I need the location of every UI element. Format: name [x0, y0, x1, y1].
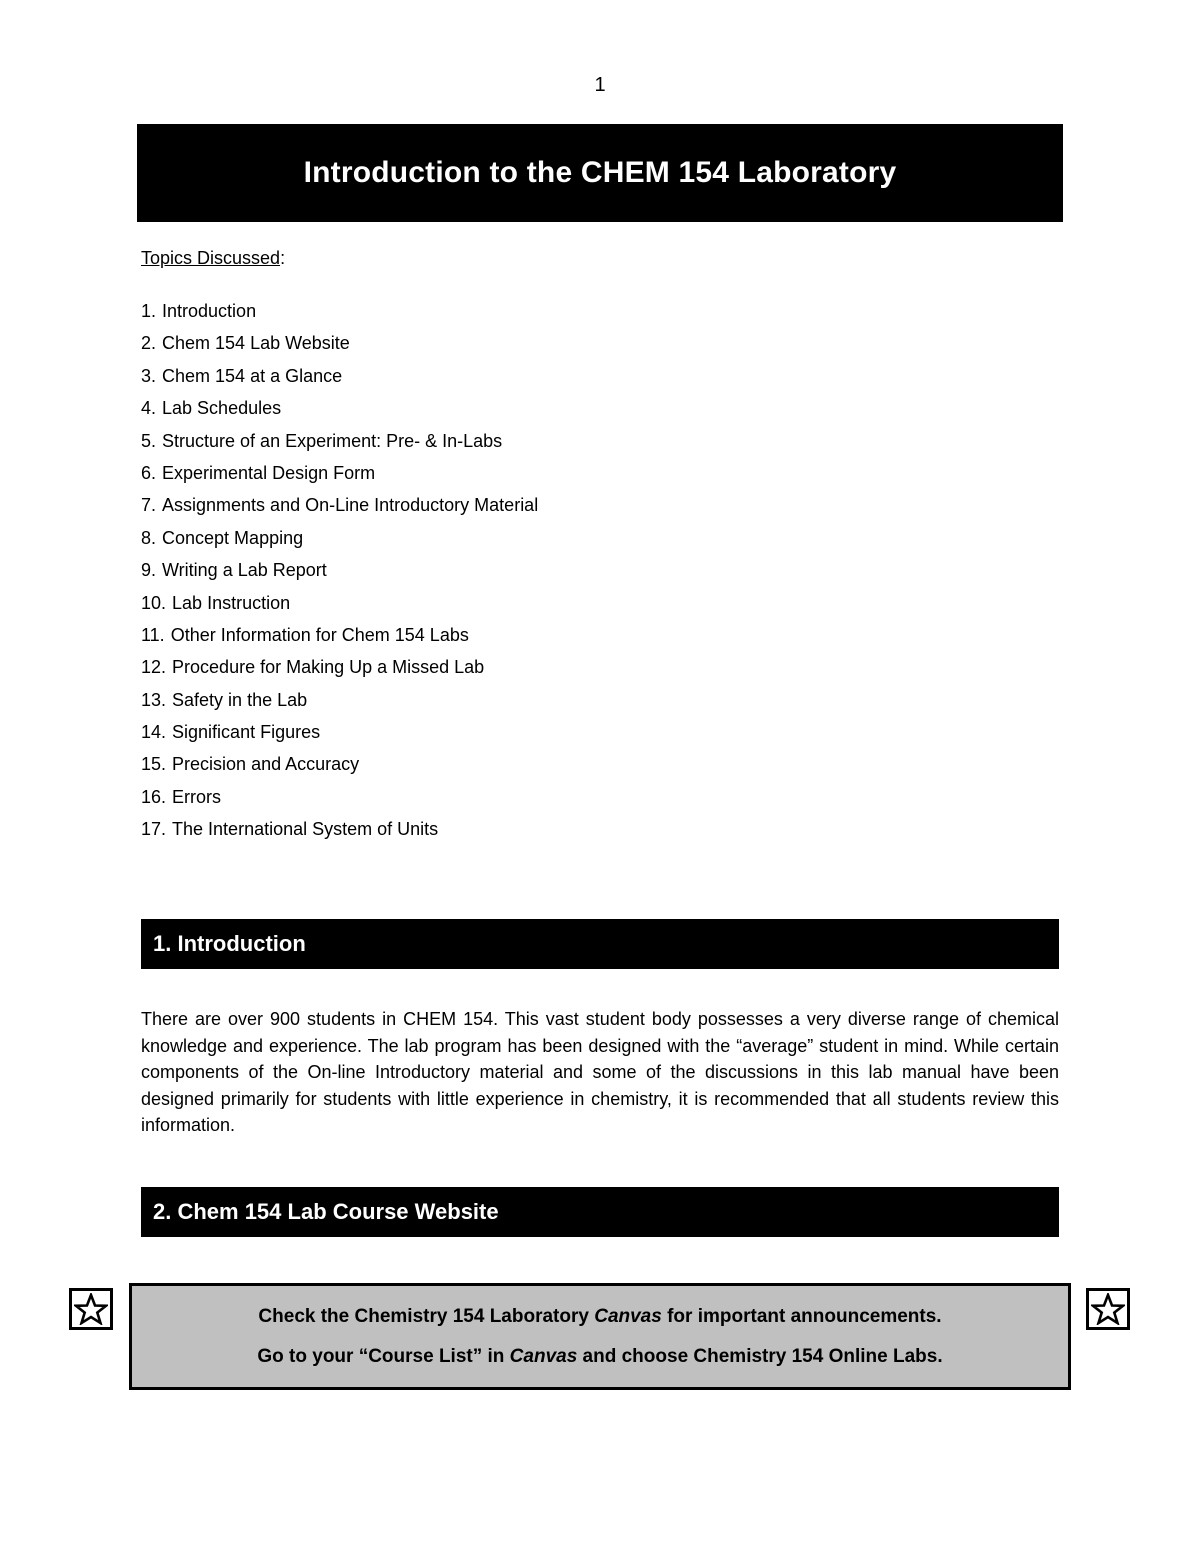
- notice-text: Check the Chemistry 154 Laboratory: [258, 1306, 595, 1327]
- section-title: 2. Chem 154 Lab Course Website: [153, 1199, 499, 1224]
- list-item: [141, 363, 538, 395]
- star-icon-graphic: [74, 1293, 108, 1325]
- list-item: [141, 751, 538, 783]
- list-item-number: 1.: [141, 301, 157, 321]
- page-title: Introduction to the CHEM 154 Laboratory: [303, 156, 897, 189]
- star-icon: [1086, 1288, 1130, 1330]
- list-item-label: Precision and Accuracy: [172, 754, 360, 775]
- list-item: [141, 590, 538, 622]
- list-item-label: Writing a Lab Report: [162, 560, 327, 581]
- list-item-label: Experimental Design Form: [162, 462, 376, 483]
- list-item-number: 14.: [141, 722, 167, 743]
- list-item-label: Concept Mapping: [162, 527, 304, 548]
- canvas-emphasis: Canvas: [594, 1306, 662, 1327]
- list-item-label: Structure of an Experiment: Pre- & In-Labs: [162, 430, 503, 451]
- list-item-label: Chem 154 Lab Website: [162, 333, 350, 354]
- star-icon: [69, 1288, 113, 1330]
- list-item-label: Significant Figures: [172, 722, 321, 743]
- list-item-number: 9.: [141, 560, 157, 581]
- list-item: [141, 525, 538, 557]
- list-item: [141, 492, 538, 524]
- list-item: [141, 298, 538, 330]
- list-item-number: 3.: [141, 365, 157, 386]
- list-item: [141, 557, 538, 589]
- list-item: [141, 460, 538, 492]
- canvas-notice-box: [129, 1283, 1071, 1390]
- list-item-label: Chem 154 at a Glance: [162, 365, 343, 386]
- notice-text: for important announcements.: [661, 1306, 942, 1327]
- list-item: [141, 719, 538, 751]
- list-item-number: 4.: [141, 398, 157, 419]
- list-item-number: 17.: [141, 819, 167, 840]
- title-banner: [137, 124, 1063, 222]
- topics-heading-colon: :: [280, 248, 286, 268]
- list-item-label: Procedure for Making Up a Missed Lab: [172, 657, 485, 678]
- list-item: [141, 687, 538, 719]
- list-item-label: Introduction: [162, 301, 257, 321]
- list-item: [141, 816, 538, 848]
- list-item-label: Other Information for Chem 154 Labs: [170, 624, 469, 645]
- notice-line-2: [132, 1346, 1068, 1368]
- list-item: [141, 622, 538, 654]
- page-number: 1: [594, 74, 606, 96]
- list-item-number: 15.: [141, 754, 167, 775]
- notice-line-1: [132, 1306, 1068, 1328]
- list-item-label: The International System of Units: [172, 819, 439, 840]
- list-item-label: Assignments and On-Line Introductory Material: [162, 495, 539, 516]
- topics-list: [141, 298, 538, 849]
- list-item-number: 12.: [141, 657, 167, 678]
- list-item: [141, 784, 538, 816]
- topics-heading-label: Topics Discussed: [141, 248, 281, 268]
- list-item-number: 2.: [141, 333, 157, 354]
- topics-heading: [141, 248, 285, 269]
- list-item-number: 5.: [141, 430, 157, 451]
- list-item-label: Lab Instruction: [172, 592, 291, 613]
- section-title: 1. Introduction: [153, 931, 306, 956]
- list-item-number: 7.: [141, 495, 157, 516]
- list-item-label: Lab Schedules: [162, 398, 282, 419]
- list-item-number: 16.: [141, 786, 167, 807]
- canvas-emphasis: Canvas: [509, 1346, 578, 1367]
- list-item-number: 6.: [141, 462, 157, 483]
- notice-text: and choose Chemistry 154 Online Labs.: [577, 1346, 943, 1367]
- list-item-number: 8.: [141, 527, 157, 548]
- list-item: [141, 654, 538, 686]
- notice-text: Go to your “Course List” in: [257, 1346, 510, 1367]
- list-item: [141, 330, 538, 362]
- star-icon-graphic: [1091, 1293, 1125, 1325]
- section-header-website: [141, 1187, 1059, 1237]
- list-item-number: 13.: [141, 689, 167, 710]
- list-item-label: Errors: [172, 786, 222, 807]
- list-item: [141, 428, 538, 460]
- list-item: [141, 395, 538, 427]
- section-header-introduction: [141, 919, 1059, 969]
- list-item-number: 11.: [141, 624, 165, 645]
- list-item-number: 10.: [141, 592, 167, 613]
- list-item-label: Safety in the Lab: [172, 689, 308, 710]
- intro-paragraph: There are over 900 students in CHEM 154. This vast student body possesses a very diverse range of chemical knowledge and experience. The lab program has been designed with the “average” student in mind. While certain components of the On-line Introductory material and some of the discussions in this lab manual have been designed primarily for students with little experience in chemistry, it is recommended that all students review this information.: [141, 1009, 1059, 1135]
